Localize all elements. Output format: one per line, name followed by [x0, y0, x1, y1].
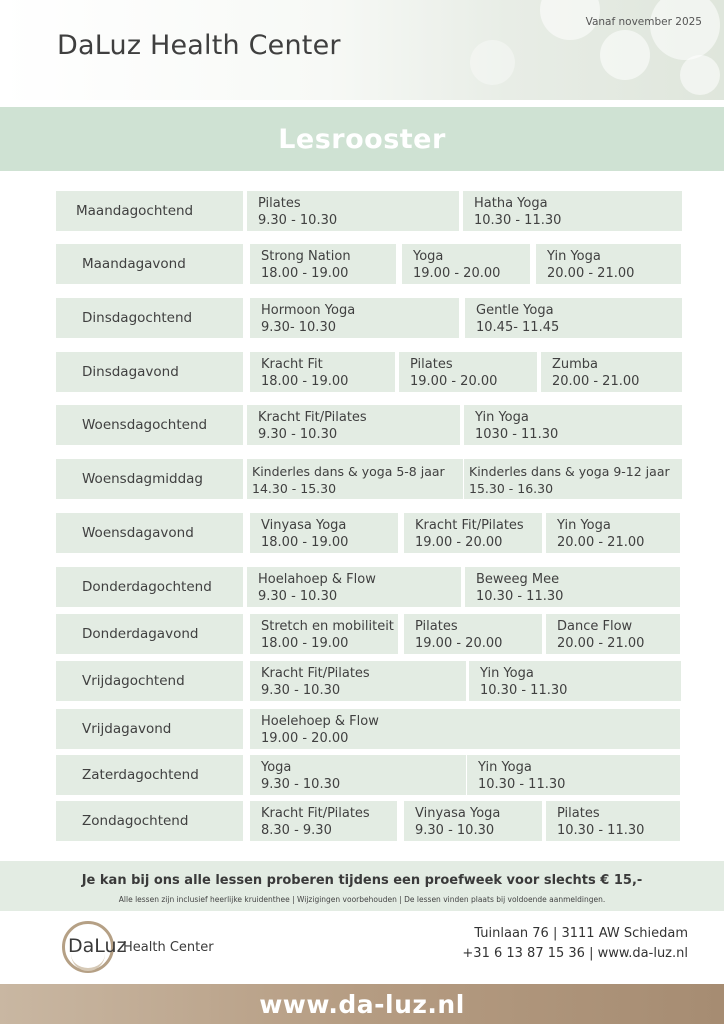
class-cell: [463, 191, 682, 231]
class-name: Kracht Fit/Pilates: [261, 806, 370, 821]
class-time: 19.00 - 20.00: [413, 266, 501, 281]
class-time: 19.00 - 20.00: [415, 535, 503, 550]
bokeh-decoration: [600, 30, 650, 80]
class-name: Kracht Fit/Pilates: [415, 518, 524, 533]
class-name: Hoelahoep & Flow: [258, 572, 376, 587]
class-name: Gentle Yoga: [476, 303, 554, 318]
class-name: Strong Nation: [261, 249, 351, 264]
class-name: Beweeg Mee: [476, 572, 560, 587]
class-name: Dance Flow: [557, 619, 633, 634]
class-name: Pilates: [258, 196, 301, 211]
day-label: Donderdagavond: [56, 614, 243, 654]
day-label: Donderdagochtend: [56, 567, 243, 607]
schedule-row: [0, 614, 724, 654]
class-time: 9.30 - 10.30: [261, 683, 341, 698]
schedule-row: [0, 801, 724, 841]
class-cell: [467, 755, 680, 795]
class-time: 1030 - 11.30: [475, 427, 559, 442]
class-cell: [247, 459, 463, 499]
class-cell: [464, 405, 682, 445]
class-cell: [399, 352, 537, 392]
class-time: 20.00 - 21.00: [552, 374, 640, 389]
class-name: Yin Yoga: [547, 249, 601, 264]
class-name: Hormoon Yoga: [261, 303, 356, 318]
day-label: Zondagochtend: [56, 801, 243, 841]
class-time: 20.00 - 21.00: [547, 266, 635, 281]
class-time: 9.30 - 10.30: [258, 213, 338, 228]
schedule-row: [0, 709, 724, 749]
class-name: Hatha Yoga: [474, 196, 548, 211]
address: Tuinlaan 76 | 3111 AW Schiedam: [474, 926, 688, 941]
class-name: Pilates: [410, 357, 453, 372]
class-cell: [250, 513, 398, 553]
class-cell: [250, 801, 397, 841]
class-name: Yin Yoga: [478, 760, 532, 775]
promo-text: Je kan bij ons alle lessen proberen tijdens een proefweek voor slechts € 15,-: [81, 873, 643, 888]
schedule-row: [0, 459, 724, 499]
day-label: Zaterdagochtend: [56, 755, 243, 795]
brand-title: DaLuz Health Center: [57, 30, 341, 61]
class-name: Kinderles dans & yoga 5-8 jaar: [252, 464, 445, 479]
logo-name: DaLuz: [68, 935, 127, 957]
class-time: 10.30 - 11.30: [476, 589, 564, 604]
class-name: Vinyasa Yoga: [415, 806, 501, 821]
class-cell: [247, 405, 460, 445]
day-label: Woensdagochtend: [56, 405, 243, 445]
class-name: Kracht Fit/Pilates: [261, 666, 370, 681]
promo-band: [0, 861, 724, 911]
day-label: Woensdagmiddag: [56, 459, 243, 499]
schedule-row: [0, 244, 724, 284]
schedule-row: [0, 755, 724, 795]
day-label: Woensdagavond: [56, 513, 243, 553]
class-time: 8.30 - 9.30: [261, 823, 332, 838]
class-time: 20.00 - 21.00: [557, 636, 645, 651]
class-time: 9.30 - 10.30: [258, 589, 338, 604]
class-cell: [250, 244, 396, 284]
day-label: Dinsdagochtend: [56, 298, 243, 338]
class-time: 20.00 - 21.00: [557, 535, 645, 550]
valid-from: Vanaf november 2025: [585, 16, 702, 28]
bokeh-decoration: [470, 40, 515, 85]
class-cell: [404, 614, 542, 654]
class-name: Hoelehoep & Flow: [261, 714, 379, 729]
class-cell: [546, 614, 680, 654]
class-time: 14.30 - 15.30: [252, 481, 337, 496]
class-cell: [402, 244, 530, 284]
class-time: 9.30- 10.30: [261, 320, 336, 335]
class-cell: [464, 459, 682, 499]
header: [0, 0, 724, 100]
bokeh-decoration: [680, 55, 720, 95]
day-label: Maandagochtend: [56, 191, 243, 231]
schedule-row: [0, 661, 724, 701]
class-name: Pilates: [557, 806, 600, 821]
class-cell: [250, 614, 398, 654]
day-label: Vrijdagochtend: [56, 661, 243, 701]
class-name: Zumba: [552, 357, 599, 372]
class-name: Pilates: [415, 619, 458, 634]
bokeh-decoration: [650, 0, 720, 60]
class-name: Stretch en mobiliteit: [261, 619, 394, 634]
class-cell: [546, 801, 680, 841]
class-name: Kracht Fit: [261, 357, 323, 372]
class-time: 19.00 - 20.00: [410, 374, 498, 389]
class-cell: [536, 244, 681, 284]
class-time: 19.00 - 20.00: [415, 636, 503, 651]
class-cell: [250, 661, 466, 701]
class-cell: [546, 513, 680, 553]
class-name: Yoga: [413, 249, 444, 264]
day-label: Dinsdagavond: [56, 352, 243, 392]
class-name: Yoga: [261, 760, 292, 775]
class-cell: [250, 352, 395, 392]
class-time: 9.30 - 10.30: [261, 777, 341, 792]
promo-note: Alle lessen zijn inclusief heerlijke kruidenthee | Wijzigingen voorbehouden | De lessen vinden plaats bij voldoende aanmeldingen.: [118, 895, 606, 904]
class-time: 10.30 - 11.30: [557, 823, 645, 838]
class-name: Kinderles dans & yoga 9-12 jaar: [469, 464, 670, 479]
class-time: 10.30 - 11.30: [474, 213, 562, 228]
schedule-row: [0, 405, 724, 445]
title-band: [0, 107, 724, 171]
class-time: 10.45- 11.45: [476, 320, 560, 335]
class-name: Yin Yoga: [480, 666, 534, 681]
class-time: 9.30 - 10.30: [258, 427, 338, 442]
class-time: 18.00 - 19.00: [261, 266, 349, 281]
class-cell: [247, 567, 461, 607]
website-link[interactable]: www.da-luz.nl: [259, 989, 465, 1019]
class-name: Kracht Fit/Pilates: [258, 410, 367, 425]
class-time: 18.00 - 19.00: [261, 374, 349, 389]
class-cell: [465, 567, 680, 607]
logo-subtitle: Health Center: [123, 940, 214, 955]
class-name: Yin Yoga: [475, 410, 529, 425]
class-cell: [465, 298, 682, 338]
schedule-row: [0, 298, 724, 338]
class-cell: [469, 661, 681, 701]
page-title: Lesrooster: [278, 123, 446, 155]
class-time: 19.00 - 20.00: [261, 731, 349, 746]
class-cell: [404, 801, 542, 841]
class-name: Vinyasa Yoga: [261, 518, 347, 533]
schedule-row: [0, 191, 724, 231]
class-name: Yin Yoga: [557, 518, 611, 533]
class-time: 10.30 - 11.30: [480, 683, 568, 698]
class-cell: [250, 298, 459, 338]
class-cell: [541, 352, 682, 392]
class-cell: [250, 709, 680, 749]
day-label: Maandagavond: [56, 244, 243, 284]
class-cell: [247, 191, 459, 231]
contact-info: +31 6 13 87 15 36 | www.da-luz.nl: [462, 946, 688, 961]
class-time: 18.00 - 19.00: [261, 636, 349, 651]
class-time: 18.00 - 19.00: [261, 535, 349, 550]
class-time: 15.30 - 16.30: [469, 481, 554, 496]
day-label: Vrijdagavond: [56, 709, 243, 749]
schedule-row: [0, 352, 724, 392]
class-time: 10.30 - 11.30: [478, 777, 566, 792]
schedule-row: [0, 513, 724, 553]
footer-band: [0, 984, 724, 1024]
class-cell: [404, 513, 542, 553]
class-time: 9.30 - 10.30: [415, 823, 495, 838]
class-cell: [250, 755, 466, 795]
schedule-row: [0, 567, 724, 607]
